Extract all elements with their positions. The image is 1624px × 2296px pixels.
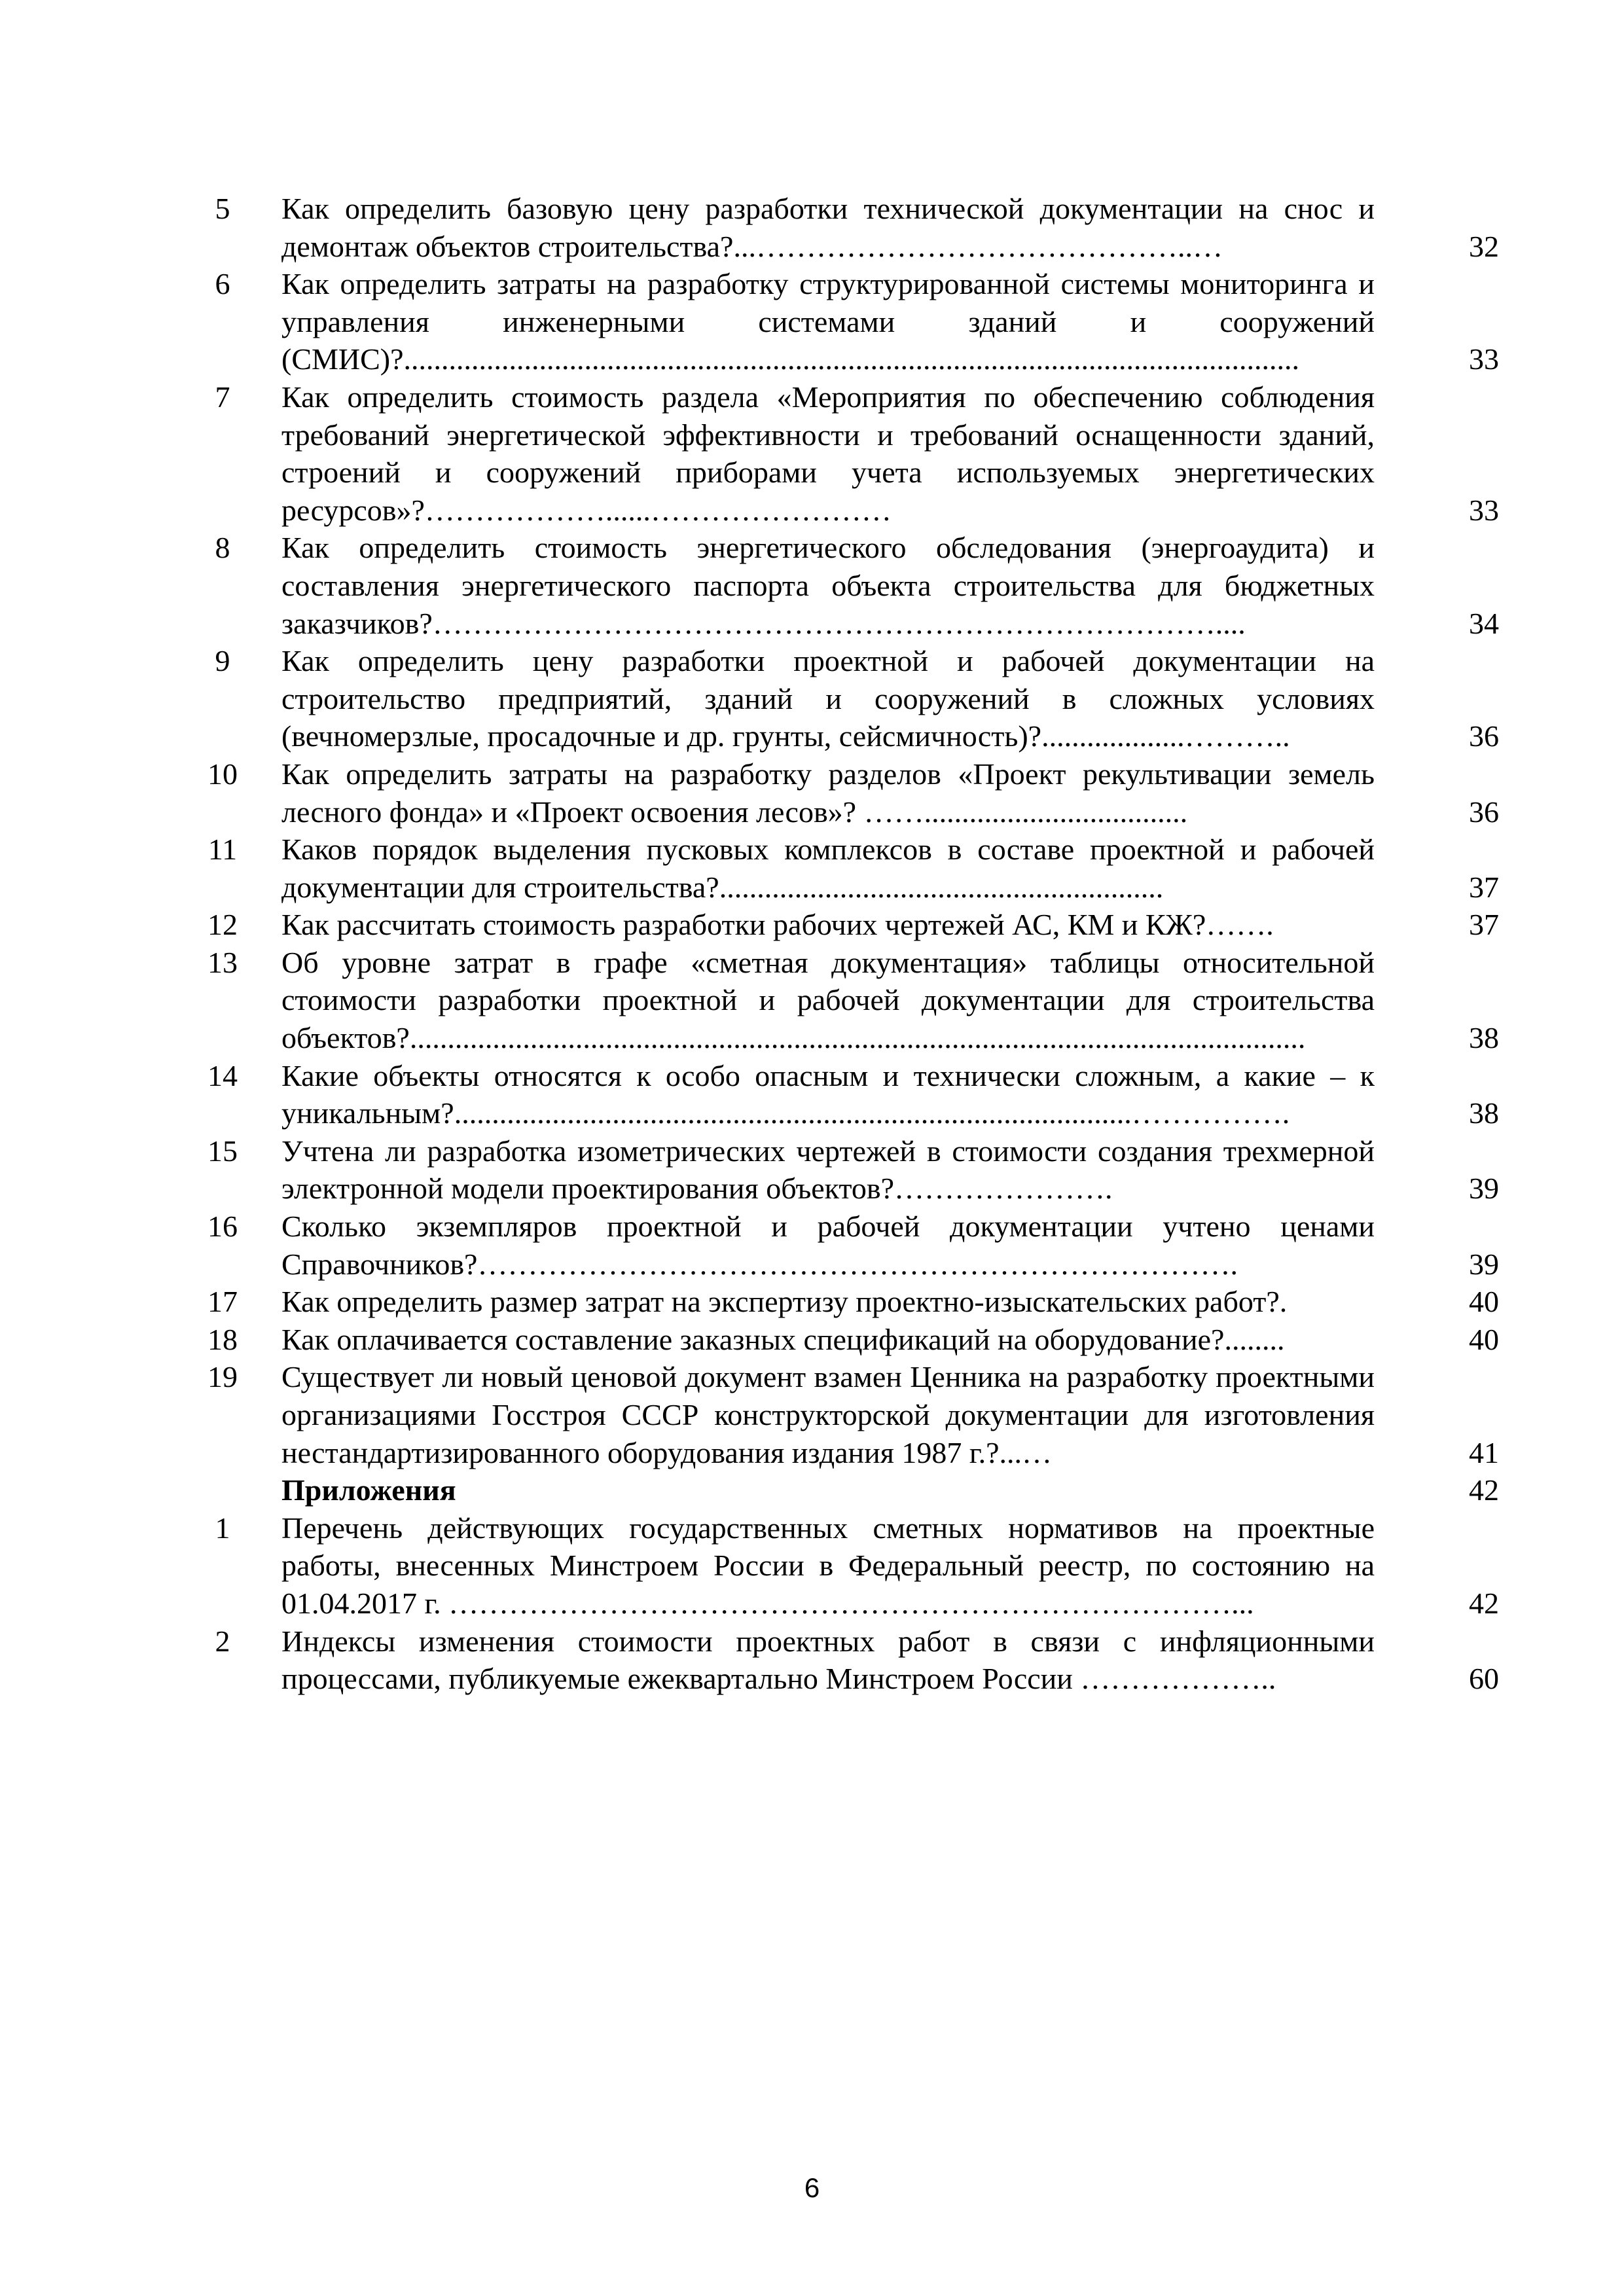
toc-entry-title: Как определить стоимость раздела «Мероприятия по обеспечению соблюдения требований энергетической эффективности и требований оснащенности зданий, строений и сооружений приборами учета используемых энергетических ресурсов»?………………......…………………… (281, 380, 1375, 527)
toc-entry-title: Как определить затраты на разработку разделов «Проект рекультивации земель лесного фонда» и «Проект освоения лесов»? ……................................... (281, 757, 1375, 829)
toc-entry-page: 38 (1469, 1021, 1499, 1055)
toc-entry-page: 39 (1469, 1172, 1499, 1206)
toc-entry-page: 36 (1469, 719, 1499, 753)
toc-entry (196, 1321, 1499, 1359)
toc-entry-number: 17 (208, 1285, 238, 1319)
toc-entry-title: Существует ли новый ценовой документ взамен Ценника на разработку проектными организациями Госстроя СССР конструкторской документации для изготовления нестандартизированного оборудования издания 1987 г.?...… (281, 1360, 1375, 1469)
toc-entry (196, 1132, 1499, 1208)
toc-entry-page: 33 (1469, 493, 1499, 527)
toc-entry-page: 37 (1469, 870, 1499, 904)
toc-entry-number: 6 (215, 267, 230, 301)
toc-entry-page: 39 (1469, 1247, 1499, 1281)
toc-entry-number: 11 (208, 833, 238, 867)
toc-entry-number: 16 (208, 1210, 238, 1244)
toc-entry-number: 9 (215, 644, 230, 678)
toc-entry-title: Как определить базовую цену разработки технической документации на снос и демонтаж объектов строительства?...……………………………………..… (281, 192, 1375, 263)
toc-entry-title: Как определить размер затрат на экспертизу проектно-изыскательских работ?. (281, 1285, 1288, 1319)
toc-entry-title: Учтена ли разработка изометрических чертежей в стоимости создания трехмерной электронной модели проектирования объектов?…………………. (281, 1134, 1375, 1206)
toc-entry-page: 60 (1469, 1662, 1499, 1696)
toc-entry (196, 529, 1499, 642)
toc-entry-title: Какие объекты относятся к особо опасным и технически сложным, а какие – к уникальным?..........................................................................................……………. (281, 1058, 1375, 1130)
toc-entry-number: 15 (208, 1134, 238, 1168)
toc-entry-number: 1 (215, 1511, 230, 1545)
toc-entry (196, 1057, 1499, 1132)
toc-entry (196, 642, 1499, 755)
toc-entry-page: 42 (1469, 1473, 1499, 1507)
toc-entry-page: 36 (1469, 795, 1499, 829)
toc-entry (196, 755, 1499, 831)
toc-entry (196, 831, 1499, 906)
toc-entry-number: 13 (208, 945, 238, 979)
toc-entry-title: Индексы изменения стоимости проектных работ в связи с инфляционными процессами, публикуемые ежеквартально Минстроем России ……………….. (281, 1624, 1375, 1696)
toc-entry-title: Как определить стоимость энергетического обследования (энергоаудита) и составления энергетического паспорта объекта строительства для бюджетных заказчиков?…………………………………………………………………….... (281, 531, 1375, 640)
page-number: 6 (804, 2172, 820, 2203)
toc-entry-title: Сколько экземпляров проектной и рабочей документации учтено ценами Справочников?…………………………………………………………………. (281, 1210, 1375, 1281)
toc-entry (196, 190, 1499, 265)
toc-entry-title: Как определить затраты на разработку структурированной системы мониторинга и управления инженерными системами зданий и сооружений (СМИС)?....................................................................................................................... (281, 267, 1375, 376)
toc-entry-number: 8 (215, 531, 230, 565)
table-of-contents (196, 190, 1499, 1698)
toc-entry (196, 1509, 1499, 1623)
toc-entry-title: Как рассчитать стоимость разработки рабочих чертежей АС, КМ и КЖ?……. (281, 908, 1274, 942)
toc-entry-title: Как оплачивается составление заказных спецификаций на оборудование?........ (281, 1322, 1285, 1356)
toc-entry-page: 33 (1469, 342, 1499, 376)
toc-entry-number: 10 (208, 757, 238, 791)
toc-entry (196, 1208, 1499, 1283)
toc-entry-title: Об уровне затрат в графе «сметная документация» таблицы относительной стоимости разработки проектной и рабочей документации для строительства объектов?....................................................................................................................... (281, 945, 1375, 1055)
toc-entry-page: 40 (1469, 1285, 1499, 1319)
toc-entry-number: 2 (215, 1624, 230, 1658)
toc-entry-number: 19 (208, 1360, 238, 1394)
toc-heading-title: Приложения (281, 1473, 456, 1507)
toc-entry-title: Каков порядок выделения пусковых комплексов в составе проектной и рабочей документации для строительства?........................................................... (281, 833, 1375, 904)
toc-entry (196, 265, 1499, 378)
toc-entry-page: 41 (1469, 1435, 1499, 1469)
toc-entry-number: 5 (215, 192, 230, 225)
toc-entry (196, 1358, 1499, 1471)
toc-entry-number: 14 (208, 1058, 238, 1092)
toc-entry-title: Как определить цену разработки проектной и рабочей документации на строительство предприятий, зданий и сооружений в сложных условиях (вечномерзлые, просадочные и др. грунты, сейсмичность)?...................……….. (281, 644, 1375, 753)
toc-entry-page: 42 (1469, 1586, 1499, 1620)
toc-entry (196, 944, 1499, 1057)
toc-entry-page: 40 (1469, 1322, 1499, 1356)
toc-entry (196, 1283, 1499, 1321)
toc-entry (196, 378, 1499, 529)
toc-entry-page: 37 (1469, 908, 1499, 942)
toc-entry (196, 906, 1499, 944)
toc-entry-page: 38 (1469, 1096, 1499, 1130)
toc-entry-number: 18 (208, 1322, 238, 1356)
toc-heading (196, 1471, 1499, 1509)
toc-entry-number: 12 (208, 908, 238, 942)
toc-entry (196, 1623, 1499, 1698)
toc-entry-number: 7 (215, 380, 230, 414)
toc-entry-page: 32 (1469, 229, 1499, 263)
toc-entry-title: Перечень действующих государственных сметных нормативов на проектные работы, внесенных Минстроем России в Федеральный реестр, по состоянию на 01.04.2017 г. ……………………………………………………………………... (281, 1511, 1375, 1620)
toc-entry-page: 34 (1469, 606, 1499, 640)
